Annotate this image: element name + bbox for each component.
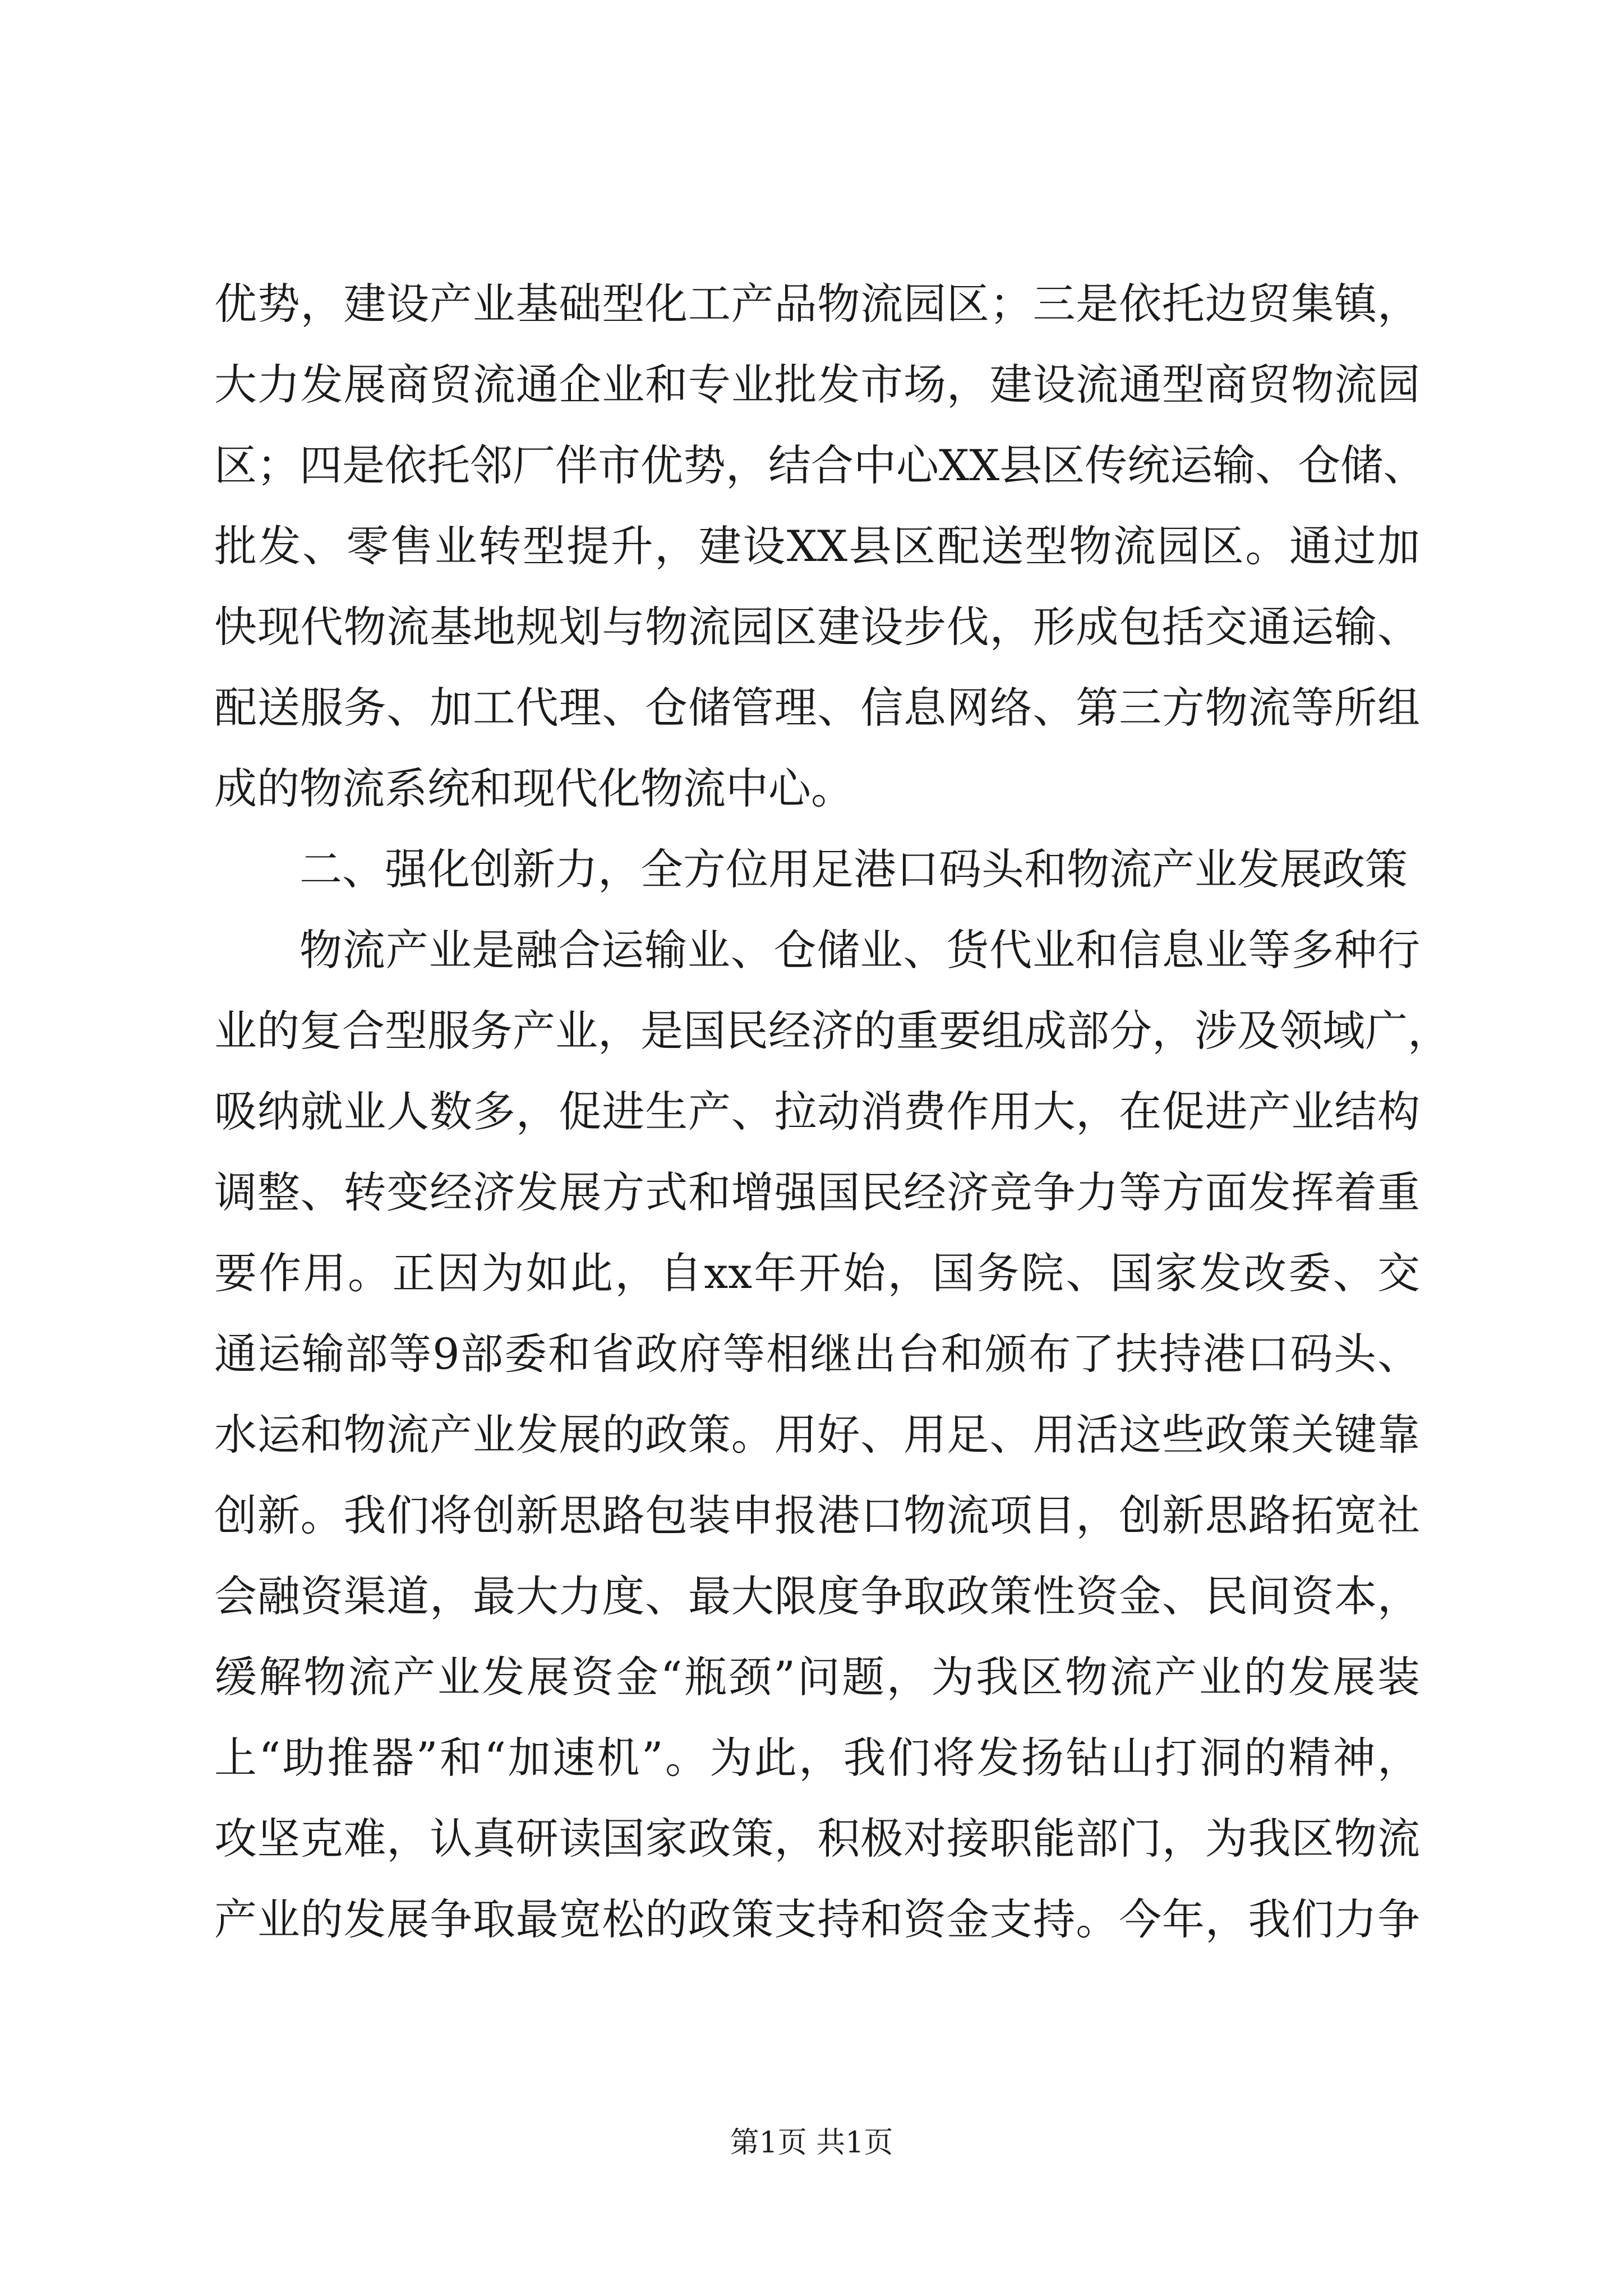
text-line: 快现代物流基地规划与物流园区建设步伐，形成包括交通运输、 bbox=[214, 602, 1420, 652]
text-line: 攻坚克难，认真研读国家政策，积极对接职能部门，为我区物流 bbox=[214, 1814, 1420, 1864]
text-line: 会融资渠道，最大力度、最大限度争取政策性资金、民间资本， bbox=[214, 1571, 1420, 1621]
text-line: 要作用。正因为如此，自xx年开始，国务院、国家发改委、交 bbox=[214, 1248, 1420, 1298]
text-line: 大力发展商贸流通企业和专业批发市场，建设流通型商贸物流园 bbox=[214, 360, 1420, 409]
text-line: 通运输部等9部委和省政府等相继出台和颁布了扶持港口码头、 bbox=[214, 1329, 1420, 1379]
section-heading: 二、强化创新力，全方位用足港口码头和物流产业发展政策 bbox=[299, 844, 1408, 894]
text-line: 吸纳就业人数多，促进生产、拉动消费作用大，在促进产业结构 bbox=[214, 1087, 1420, 1137]
text-line: 优势，建设产业基础型化工产品物流园区；三是依托边贸集镇， bbox=[214, 279, 1420, 329]
text-line: 配送服务、加工代理、仓储管理、信息网络、第三方物流等所组 bbox=[214, 683, 1420, 733]
text-line: 区；四是依托邻厂伴市优势，结合中心XX县区传统运输、仓储、 bbox=[214, 440, 1426, 490]
text-line: 创新。我们将创新思路包装申报港口物流项目，创新思路拓宽社 bbox=[214, 1490, 1420, 1540]
text-line: 成的物流系统和现代化物流中心。 bbox=[214, 763, 854, 813]
text-line: 产业的发展争取最宽松的政策支持和资金支持。今年，我们力争 bbox=[214, 1894, 1420, 1944]
text-line: 批发、零售业转型提升，建设XX县区配送型物流园区。通过加 bbox=[214, 521, 1420, 571]
text-line: 缓解物流产业发展资金“瓶颈”问题，为我区物流产业的发展装 bbox=[214, 1652, 1420, 1702]
text-line: 物流产业是融合运输业、仓储业、货代业和信息业等多种行 bbox=[299, 925, 1420, 975]
text-line: 上“助推器”和“加速机”。为此，我们将发扬钻山打洞的精神， bbox=[214, 1733, 1420, 1783]
text-line: 业的复合型服务产业，是国民经济的重要组成部分，涉及领域广， bbox=[214, 1006, 1450, 1056]
text-line: 水运和物流产业发展的政策。用好、用足、用活这些政策关键靠 bbox=[214, 1410, 1420, 1460]
page-footer: 第1页 共1页 bbox=[730, 2126, 893, 2160]
text-line: 调整、转变经济发展方式和增强国民经济竞争力等方面发挥着重 bbox=[214, 1167, 1420, 1217]
document-body bbox=[214, 264, 1450, 1960]
